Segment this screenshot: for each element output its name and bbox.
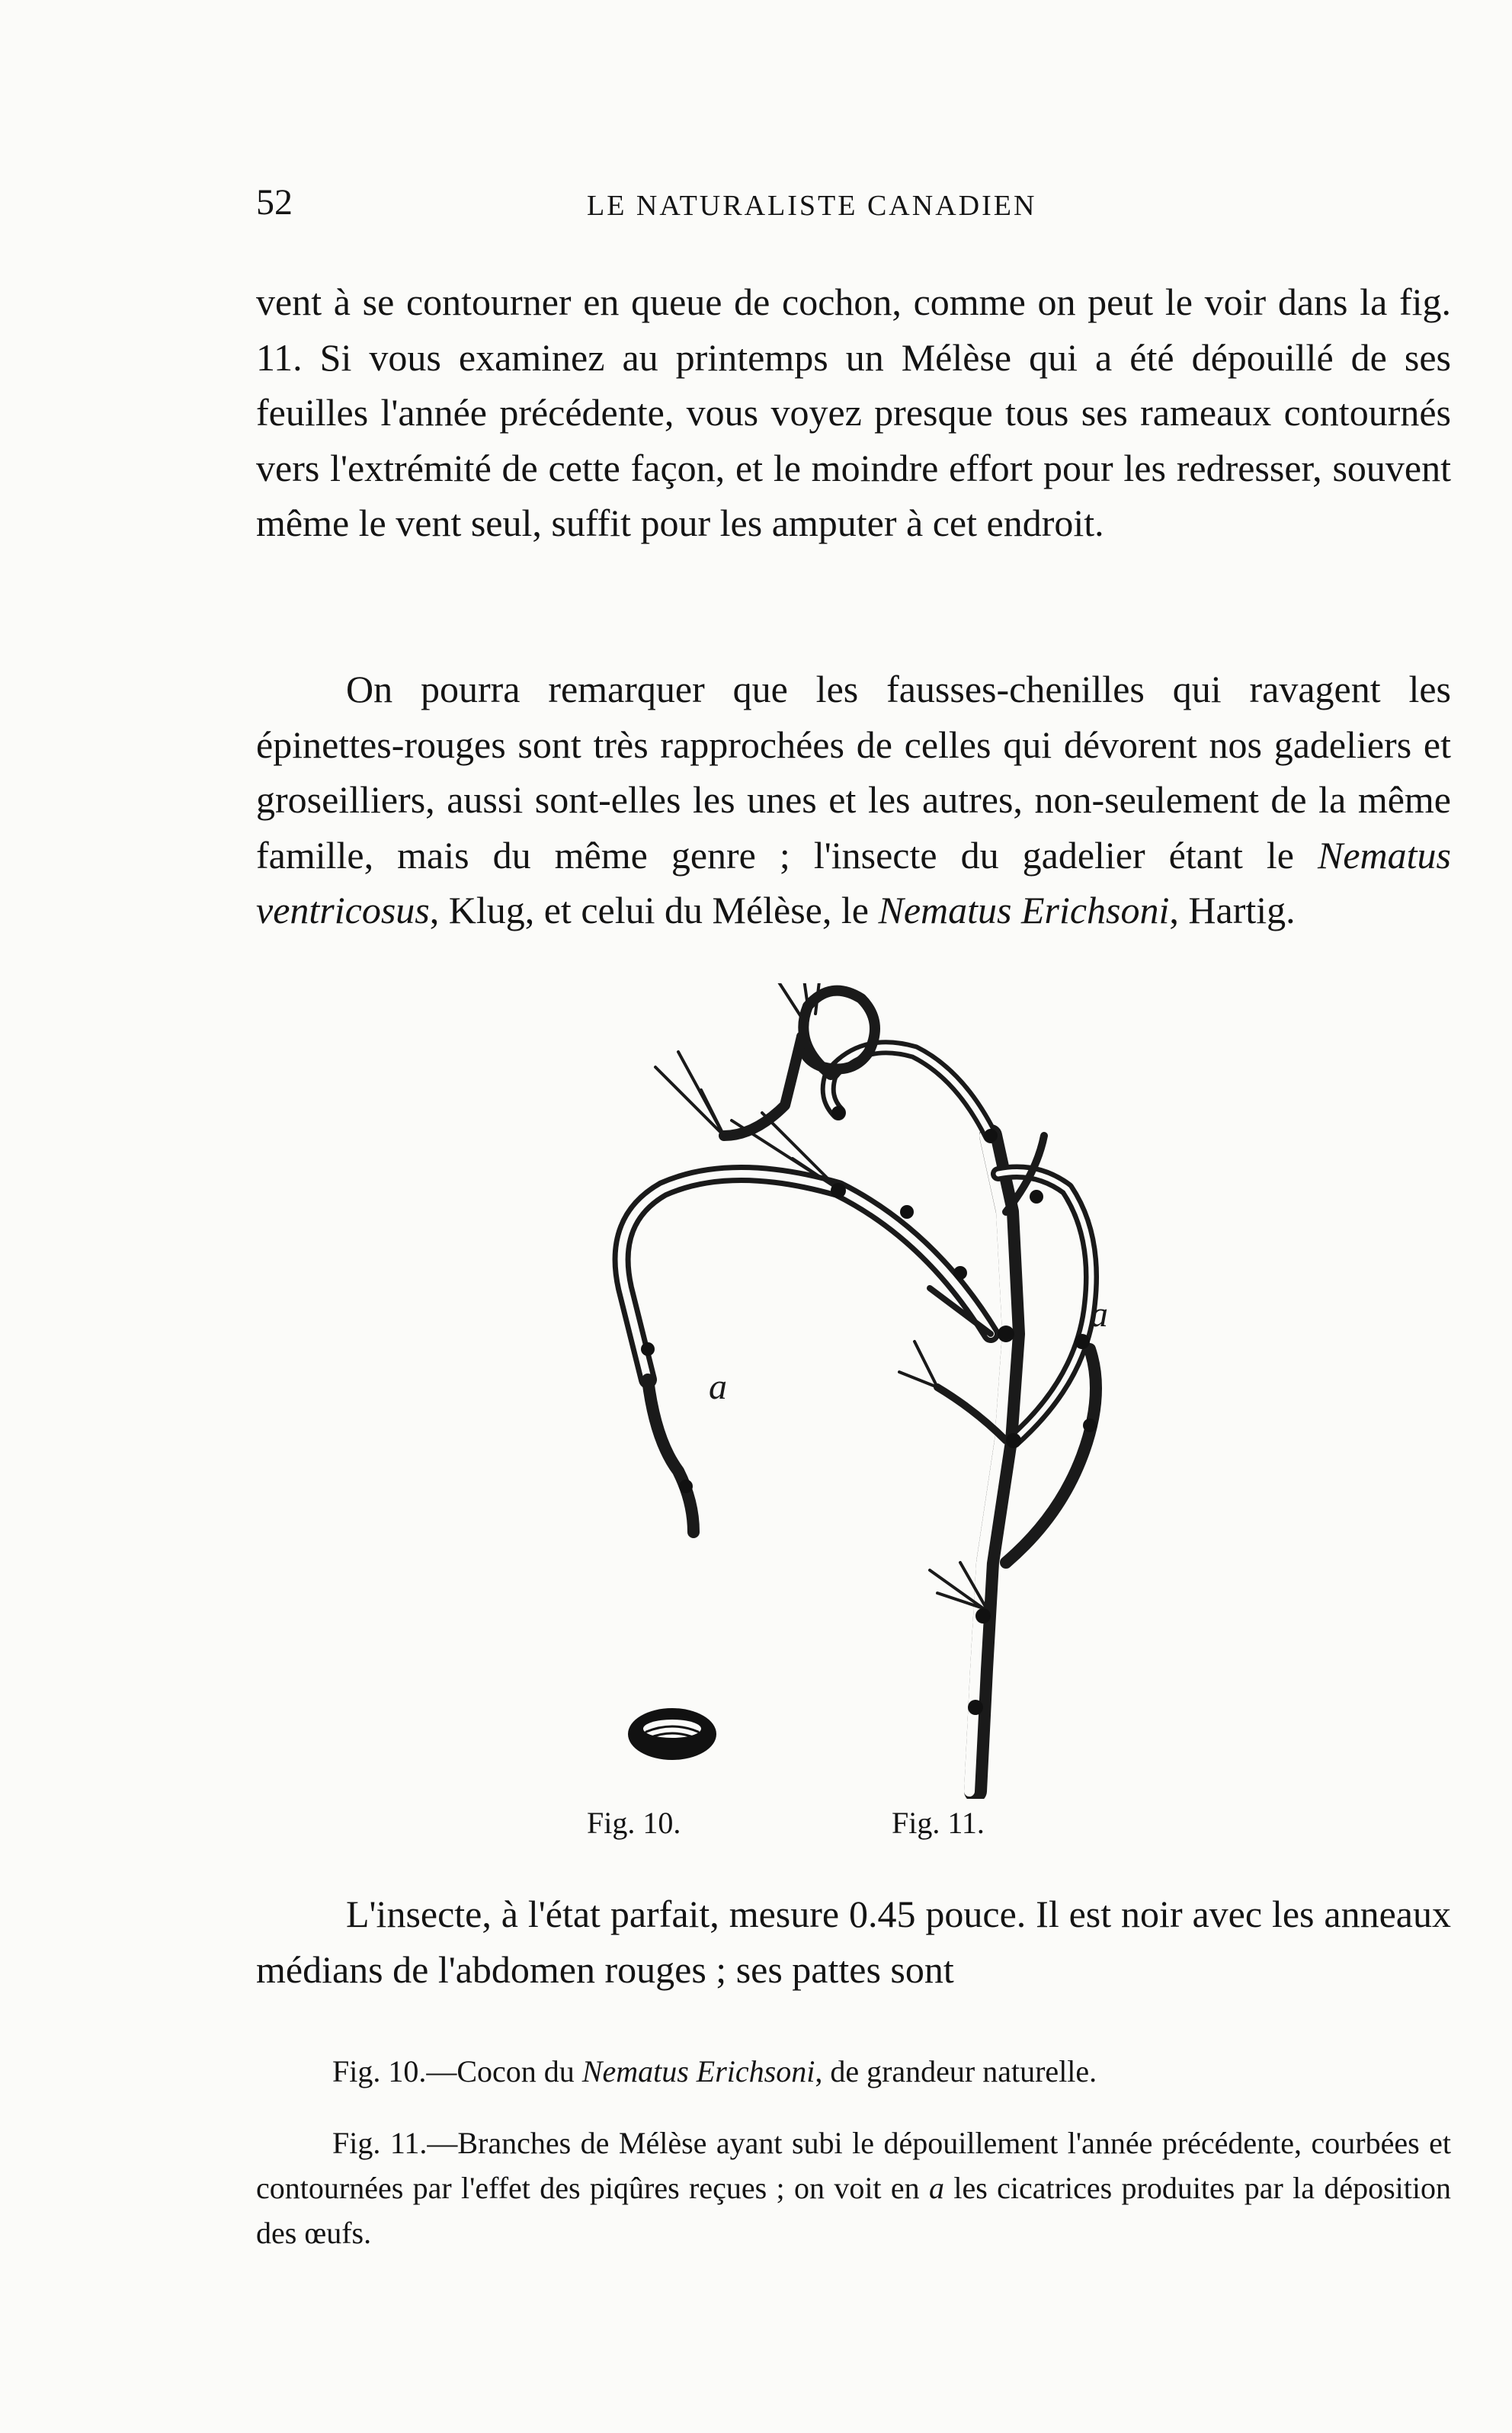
label-a-right: a: [1090, 1294, 1108, 1335]
caption-fig-11-lead: Fig. 11.—Branches de Mélèse ayant subi le dépouillement l'année précédente, courbées et contournées par l'effet des piqûres reçues ; on voit en: [256, 2126, 1451, 2205]
caption-fig-10-lead: Fig. 10.—Cocon du: [332, 2054, 575, 2088]
cocoon-figure: [628, 1708, 716, 1760]
branch-figure: [622, 983, 1097, 1791]
species-name-erichsoni: Nematus Erichsoni: [878, 889, 1170, 932]
paragraph-2-tail: , Hartig.: [1169, 889, 1296, 932]
caption-fig-10: [256, 2049, 1451, 2094]
paragraph-2-mid: , Klug, et celui du Mélèse, le: [429, 889, 869, 932]
paragraph-1: vent à se contourner en queue de cochon, comme on peut le voir dans la fig. 11. Si vous examinez au printemps un Mélèse qui a été dépouillé de ses feuilles l'année précédente, vous voyez presque tous ses rameaux contournés vers l'extrémité de cette façon, et le moindre effort pour les redresser, souvent même le vent seul, suffit pour les amputer à cet endroit.: [256, 280, 1451, 545]
paragraph-2-lead: On pourra remarquer que les fausses-chenilles qui ravagent les épinettes-rouges sont très rapprochées de celles qui dévorent nos gadeliers et groseilliers, aussi sont-elles les unes et les autres, non-seulement de la même famille, mais du même genre ; l'insecte du gadelier étant le: [256, 668, 1451, 877]
caption-fig-11-tail: les cicatrices produites par la déposition des œufs.: [256, 2171, 1452, 2250]
caption-fig-11: [256, 2120, 1451, 2255]
caption-letter-a: a: [929, 2171, 945, 2205]
fig-10-label: Fig. 10.: [587, 1806, 681, 1840]
caption-fig-10-tail: , de grandeur naturelle.: [815, 2054, 1097, 2088]
running-title: LE NATURALISTE CANADIEN: [587, 190, 1037, 222]
fig-11-label: Fig. 11.: [892, 1806, 985, 1840]
page-number: 52: [256, 182, 293, 223]
caption-species-name: Nematus Erichsoni: [581, 2054, 815, 2088]
paragraph-2: [256, 662, 1451, 938]
larch-branch-illustration: [503, 983, 1494, 1799]
paragraph-3: L'insecte, à l'état parfait, mesure 0.45 pouce. Il est noir avec les anneaux médians de l'abdomen rouges ; ses pattes sont: [256, 1893, 1451, 1991]
label-a-left: a: [709, 1367, 727, 1407]
species-name-ventricosus: Nematus ventricosus: [256, 833, 1451, 932]
